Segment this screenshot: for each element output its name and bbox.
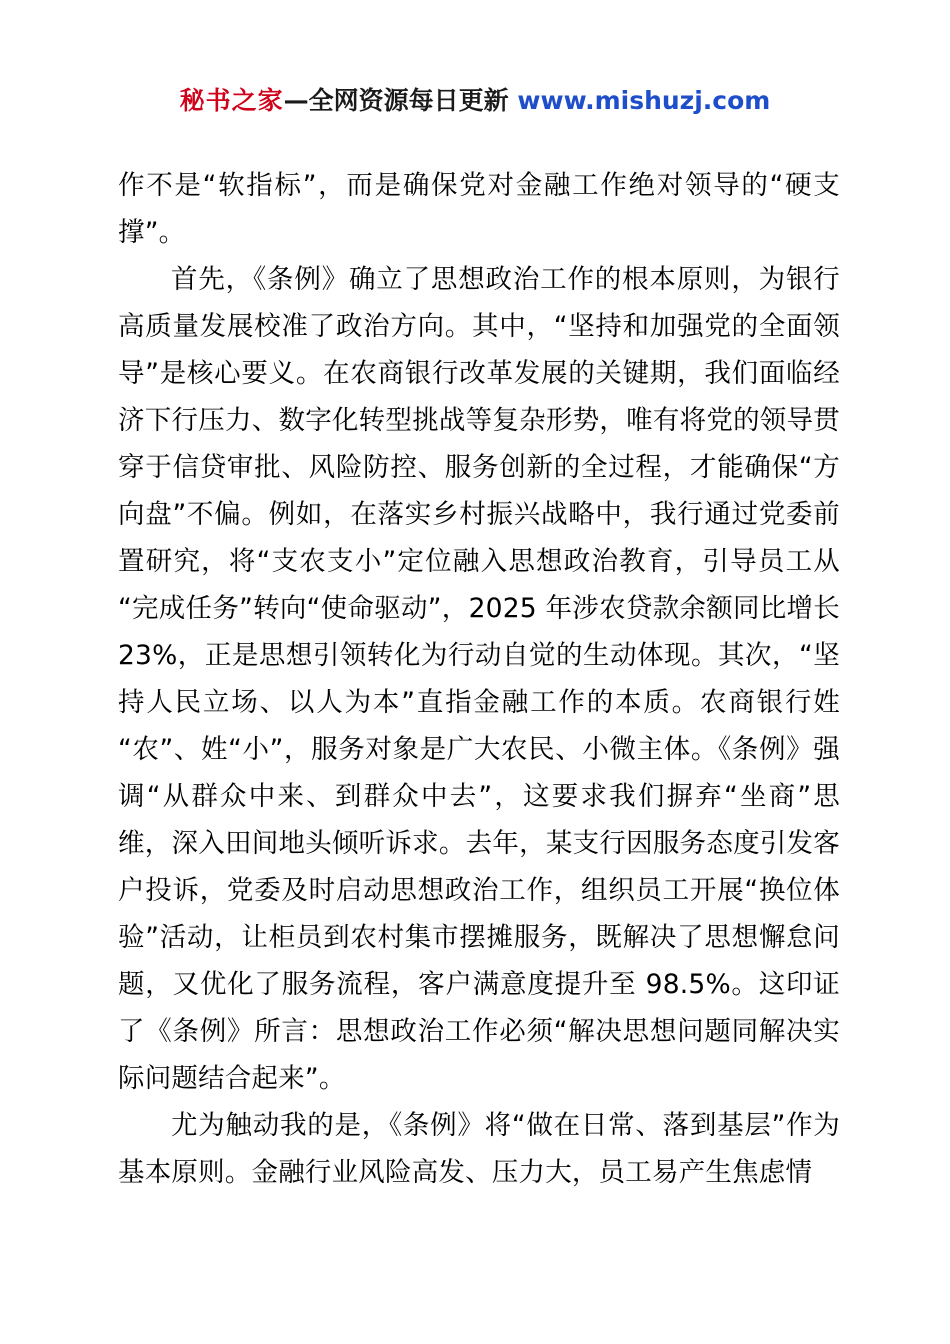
- paragraph-first-principle: 首先，《条例》确立了思想政治工作的根本原则，为银行高质量发展校准了政治方向。其中，“坚持和加强党的全面领导”是核心要义。在农商银行改革发展的关键期，我们面临经济下行压力、数字化转型挑战等复杂形势，唯有将党的领导贯穿于信贷审批、风险防控、服务创新的全过程，才能确保“方向盘”不偏。例如，在落实乡村振兴战略中，我行通过党委前置研究，将“支农支小”定位融入思想政治教育，引导员工从“完成任务”转向“使命驱动”，2025 年涉农贷款余额同比增长 23%，正是思想引领转化为行动自觉的生动体现。其次，“坚持人民立场、以人为本”直指金融工作的本质。农商银行姓“农”、姓“小”，服务对象是广大农民、小微主体。《条例》强调“从群众中来、到群众中去”，这要求我们摒弃“坐商”思维，深入田间地头倾听诉求。去年，某支行因服务态度引发客户投诉，党委及时启动思想政治工作，组织员工开展“换位体验”活动，让柜员到农村集市摆摊服务，既解决了思想懈怠问题，又优化了服务流程，客户满意度提升至 98.5%。这印证了《条例》所言：思想政治工作必须“解决思想问题同解决实际问题结合起来”。: [118, 264, 840, 1094]
- site-brand-name: 秘书之家: [179, 86, 284, 115]
- paragraph-daily-grassroots: 尤为触动我的是，《条例》将“做在日常、落到基层”作为基本原则。金融行业风险高发、压力大，员工易产生焦虑情: [118, 1110, 840, 1188]
- site-tagline: —全网资源每日更新: [283, 86, 518, 115]
- document-body: [118, 162, 840, 1196]
- site-watermark-header: [0, 86, 950, 116]
- site-url[interactable]: www.mishuzj.com: [517, 86, 771, 115]
- paragraph-continuation: 作不是“软指标”，而是确保党对金融工作绝对领导的“硬支撑”。: [118, 170, 840, 248]
